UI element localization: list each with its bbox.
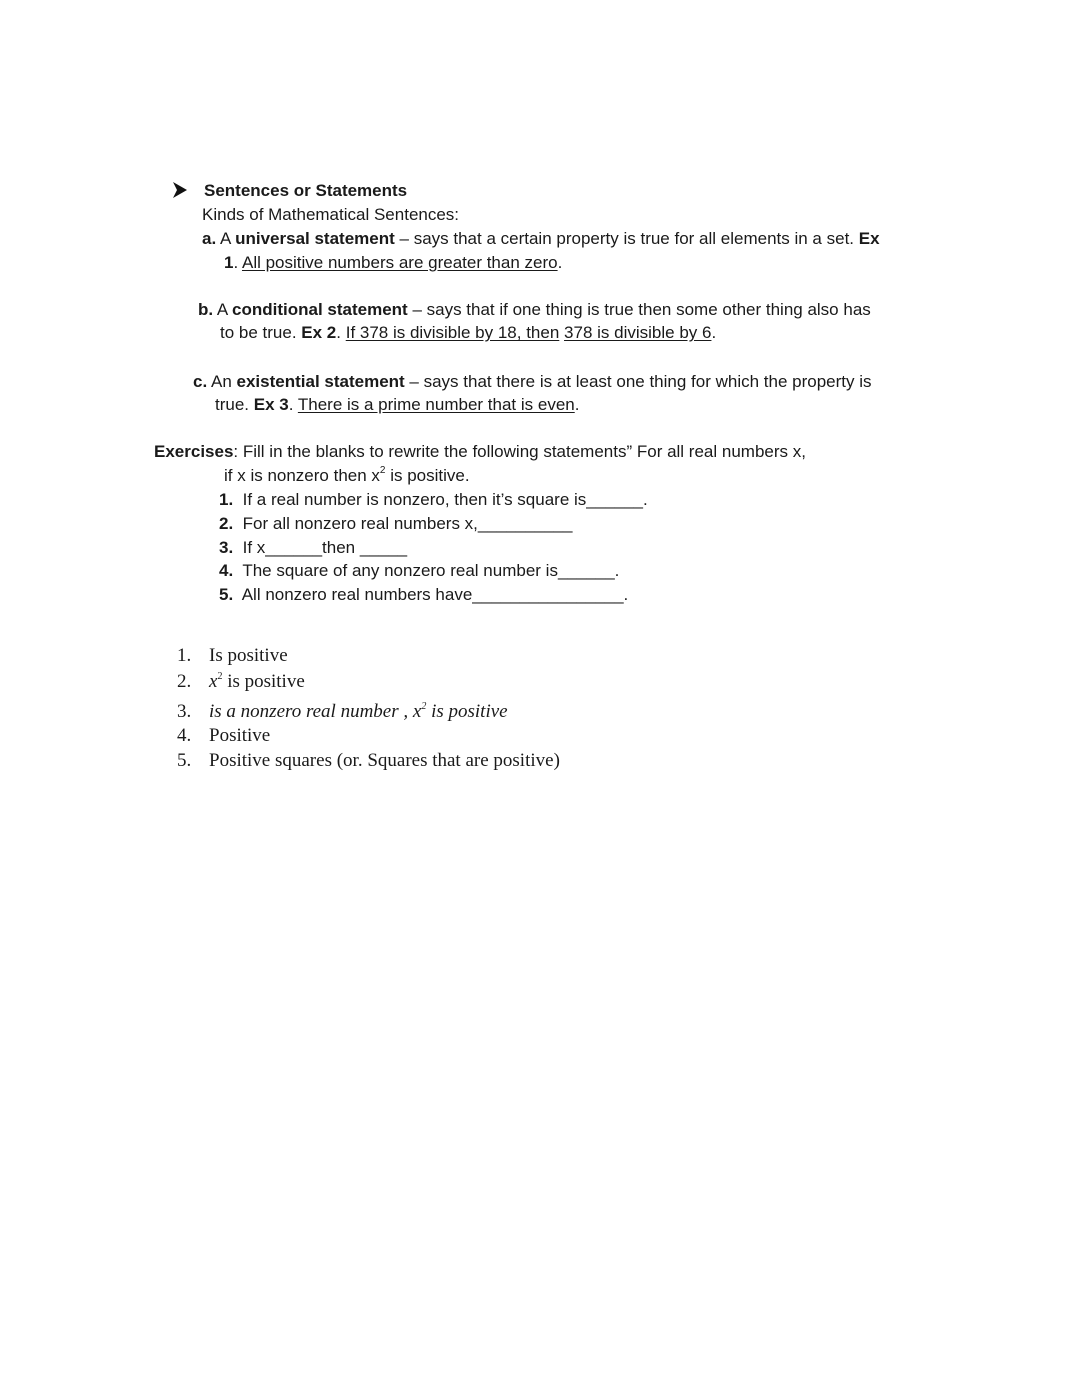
exercises-intro: Exercises: Fill in the blanks to rewrite the following statements” For all real numbers x, [154, 442, 806, 461]
example-conditional: to be true. Ex 2. If 378 is divisible by 18, then 378 is divisible by 6. [220, 323, 717, 342]
exercise-item: 3. If x______then _____ [219, 538, 408, 557]
section-subtitle: Kinds of Mathematical Sentences: [202, 205, 460, 224]
exercise-item: 4. The square of any nonzero real number is______. [219, 561, 620, 580]
exercises-intro-cont: if x is nonzero then $x^2$ is positive. [224, 465, 470, 485]
kind-existential: c. An existential statement – says that there is at least one thing for which the property is [193, 372, 872, 391]
kind-universal: a. A universal statement – says that a certain property is true for all elements in a set. Ex [202, 229, 880, 248]
exercise-item: 2. For all nonzero real numbers x,__________ [219, 514, 573, 533]
exercise-item: 5. All nonzero real numbers have________________. [219, 585, 629, 604]
example-existential: true. Ex 3. There is a prime number that is even. [215, 395, 580, 414]
kind-conditional: b. A conditional statement – says that if one thing is true then some other thing also has [198, 300, 871, 319]
section-heading: Sentences or Statements [204, 181, 408, 200]
arrow-bullet-icon [171, 180, 189, 200]
example-universal: 1. All positive numbers are greater than zero. [224, 253, 563, 272]
exercise-item: 1. If a real number is nonzero, then it’s square is______. [219, 490, 648, 509]
